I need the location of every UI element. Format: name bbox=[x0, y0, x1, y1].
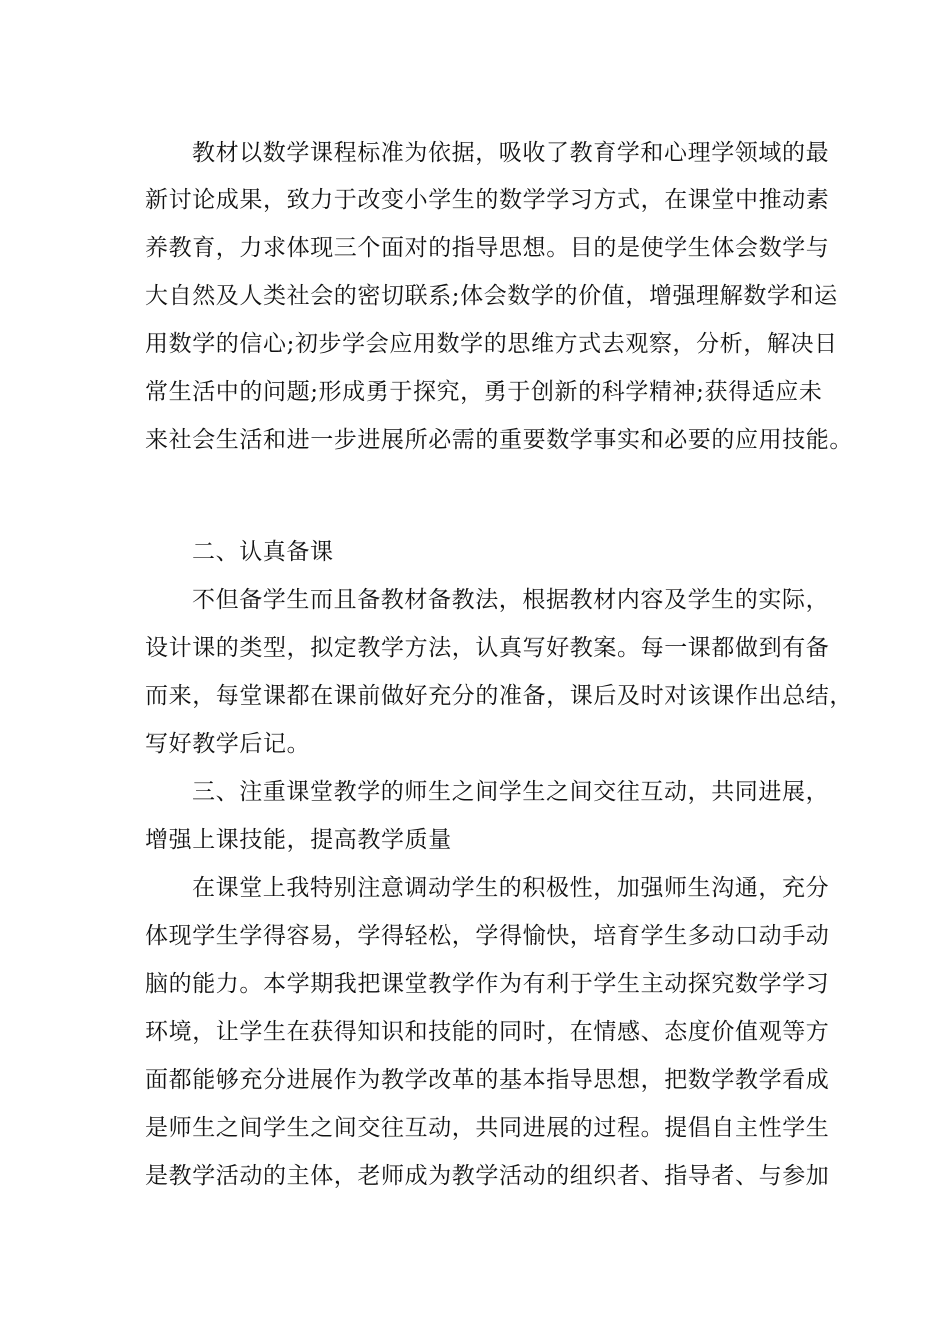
heading-line: 二、认真备课 bbox=[192, 539, 334, 565]
text-line: 体现学生学得容易，学得轻松，学得愉快，培育学生多动口动手动 bbox=[145, 923, 830, 949]
text-line: 环境，让学生在获得知识和技能的同时，在情感、态度价值观等方 bbox=[145, 1019, 830, 1045]
text-line: 来社会生活和进一步进展所必需的重要数学事实和必要的应用技能。 bbox=[145, 427, 853, 453]
text-line: 写好教学后记。 bbox=[145, 731, 311, 757]
text-line: 面都能够充分进展作为教学改革的基本指导思想，把数学教学看成 bbox=[145, 1067, 830, 1093]
text-line: 脑的能力。本学期我把课堂教学作为有利于学生主动探究数学学习 bbox=[145, 971, 830, 997]
heading-line: 三、注重课堂教学的师生之间学生之间交往互动，共同进展， bbox=[192, 779, 830, 805]
text-line: 是师生之间学生之间交往互动，共同进展的过程。提倡自主性学生 bbox=[145, 1115, 830, 1141]
text-line: 在课堂上我特别注意调动学生的积极性，加强师生沟通，充分 bbox=[192, 875, 830, 901]
text-line: 设计课的类型，拟定教学方法，认真写好教案。每一课都做到有备 bbox=[145, 635, 830, 661]
text-line: 大自然及人类社会的密切联系;体会数学的价值，增强理解数学和运 bbox=[145, 283, 838, 309]
text-line: 养教育，力求体现三个面对的指导思想。目的是使学生体会数学与 bbox=[145, 235, 830, 261]
text-line: 教材以数学课程标准为依据，吸收了教育学和心理学领域的最 bbox=[192, 140, 830, 166]
text-line: 用数学的信心;初步学会应用数学的思维方式去观察，分析，解决日 bbox=[145, 331, 838, 357]
text-line: 是教学活动的主体，老师成为教学活动的组织者、指导者、与参加 bbox=[145, 1163, 830, 1189]
text-line: 新讨论成果，致力于改变小学生的数学学习方式，在课堂中推动素 bbox=[145, 187, 830, 213]
heading-line: 增强上课技能，提高教学质量 bbox=[145, 827, 452, 853]
text-line: 常生活中的问题;形成勇于探究，勇于创新的科学精神;获得适应未 bbox=[145, 379, 823, 405]
text-line: 不但备学生而且备教材备教法，根据教材内容及学生的实际， bbox=[192, 587, 830, 613]
text-line: 而来，每堂课都在课前做好充分的准备，课后及时对该课作出总结， bbox=[145, 683, 853, 709]
